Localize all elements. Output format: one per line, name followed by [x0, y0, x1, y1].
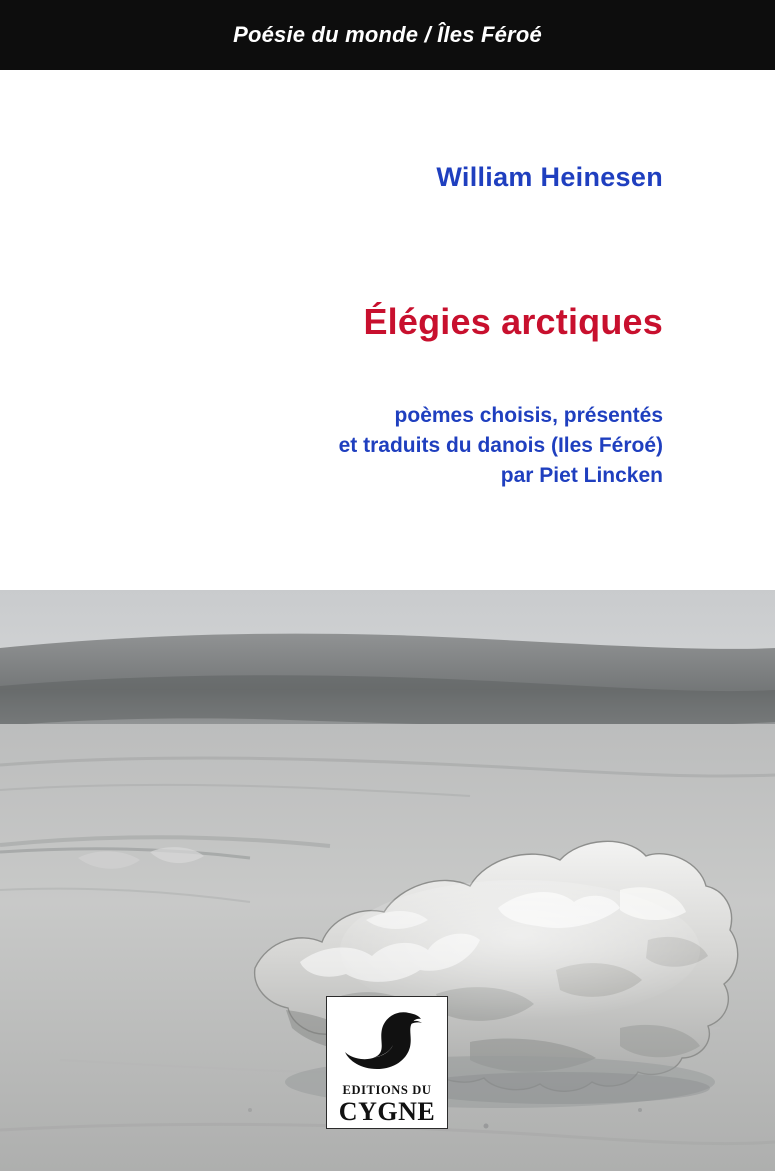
- title-block: [0, 70, 775, 590]
- subtitle-line-1: poèmes choisis, présentés: [394, 404, 663, 427]
- subtitle: [0, 401, 663, 490]
- publisher-logo: [326, 996, 448, 1129]
- collection-banner: [0, 0, 775, 70]
- swan-icon: [337, 1005, 437, 1081]
- publisher-line-2: CYGNE: [338, 1097, 436, 1126]
- publisher-line-1: EDITIONS DU: [342, 1083, 432, 1097]
- collection-label: Poésie du monde / Îles Féroé: [233, 22, 542, 47]
- book-title: Élégies arctiques: [363, 301, 663, 342]
- subtitle-line-2: et traduits du danois (Iles Féroé): [338, 433, 663, 457]
- subtitle-line-3: par Piet Lincken: [500, 463, 663, 487]
- author-name: William Heinesen: [436, 162, 663, 192]
